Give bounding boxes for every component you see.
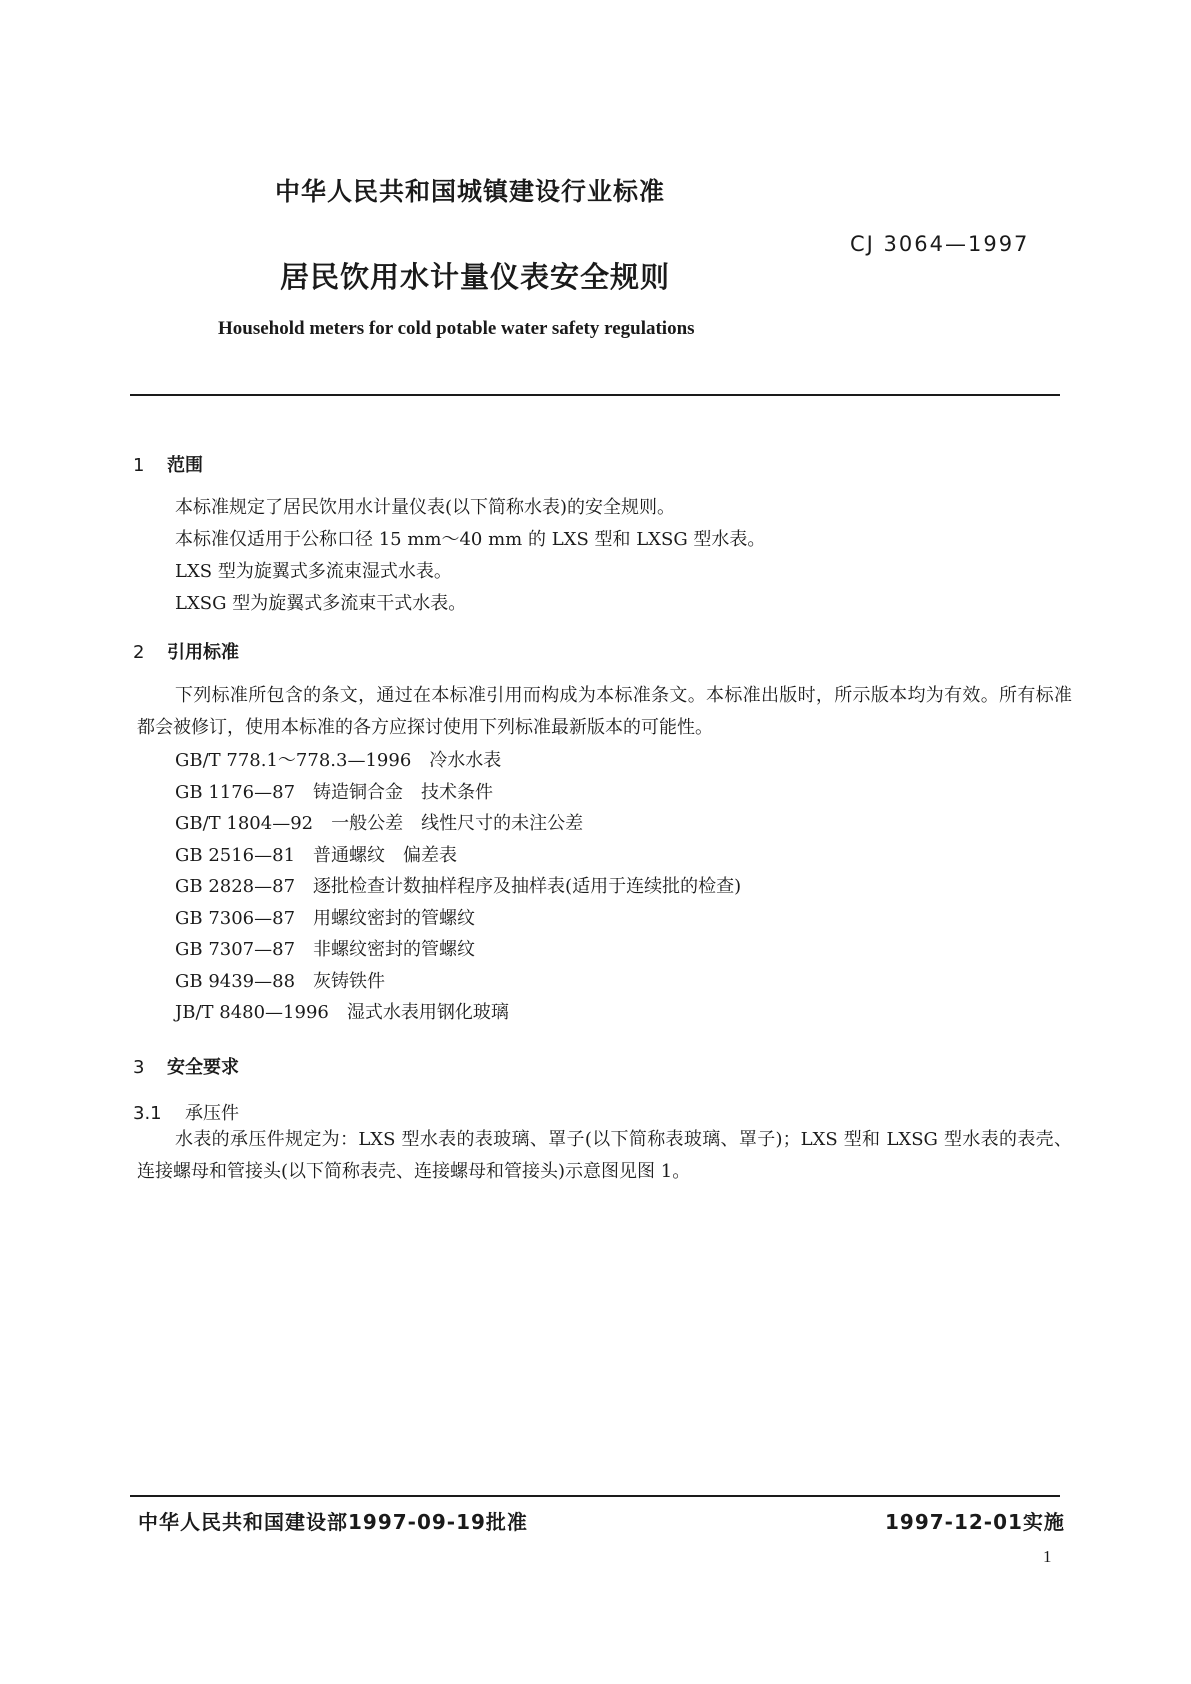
document-title-cn: 居民饮用水计量仪表安全规则 [280, 260, 671, 294]
section-3-heading [133, 1053, 239, 1079]
section-number: 1 [133, 455, 145, 476]
reference-item [175, 808, 741, 840]
reference-code: GB/T 1804—92 [175, 813, 314, 834]
reference-code: GB 7306—87 [175, 907, 296, 929]
reference-item [175, 934, 741, 966]
subsection-3-1-heading [133, 1099, 239, 1125]
standard-code: CJ 3064—1997 [850, 232, 1030, 256]
implementation-date: 1997-12-01实施 [885, 1510, 1065, 1534]
paragraph-line: 本标准仅适用于公称口径 15 mm～40 mm 的 LXS 型和 LXSG 型水表。 [175, 529, 766, 550]
reference-title: 用螺纹密封的管螺纹 [313, 907, 476, 929]
section-number: 3 [133, 1057, 145, 1078]
reference-item [175, 840, 741, 872]
reference-code: GB 7307—87 [175, 939, 296, 960]
section-2-heading [133, 638, 239, 664]
reference-code: GB 2516—81 [175, 844, 296, 866]
normative-references-list [175, 745, 741, 1029]
reference-item [175, 966, 741, 998]
reference-item [175, 903, 741, 935]
document-title-en: Household meters for cold potable water safety regulations [218, 318, 695, 339]
paragraph-line: 本标准规定了居民饮用水计量仪表(以下简称水表)的安全规则。 [175, 497, 676, 518]
section-title: 引用标准 [167, 642, 239, 663]
reference-title: 逐批检查计数抽样程序及抽样表(适用于连续批的检查) [313, 876, 742, 897]
reference-item [175, 871, 741, 903]
section-number: 2 [133, 642, 145, 663]
reference-code: JB/T 8480—1996 [175, 1002, 329, 1023]
section-title: 安全要求 [167, 1057, 239, 1078]
reference-item [175, 777, 741, 809]
subsection-3-1-body: 水表的承压件规定为：LXS 型水表的表玻璃、罩子(以下简称表玻璃、罩子)；LXS 型和 LXSG 型水表的表壳、连接螺母和管接头(以下简称表壳、连接螺母和管接头)示意图见图 1。 [137, 1129, 1072, 1182]
section-title: 范围 [167, 455, 203, 476]
reference-item [175, 997, 741, 1029]
section-1-heading [133, 451, 203, 477]
paragraph-line: LXS 型为旋翼式多流束湿式水表。 [175, 561, 452, 582]
reference-title: 一般公差 线性尺寸的未注公差 [331, 813, 584, 834]
section-1-body [175, 492, 765, 620]
page-number: 1 [1043, 1547, 1052, 1566]
reference-title: 普通螺纹 偏差表 [313, 844, 458, 866]
reference-title: 灰铸铁件 [313, 970, 386, 992]
subsection-number: 3.1 [133, 1103, 162, 1124]
reference-code: GB/T 778.1～778.3—1996 [175, 750, 412, 771]
section-2-intro: 下列标准所包含的条文，通过在本标准引用而构成为本标准条文。本标准出版时，所示版本均为有效。所有标准都会被修订，使用本标准的各方应探讨使用下列标准最新版本的可能性。 [137, 685, 1072, 738]
reference-title: 湿式水表用钢化玻璃 [346, 1002, 509, 1023]
reference-title: 铸造铜合金 技术条件 [313, 781, 494, 803]
reference-item [175, 745, 741, 777]
approval-statement: 中华人民共和国建设部1997-09-19批准 [138, 1510, 528, 1534]
issuing-body-title: 中华人民共和国城镇建设行业标准 [275, 177, 666, 206]
reference-title: 冷水水表 [429, 750, 502, 771]
reference-code: GB 9439—88 [175, 970, 296, 992]
footer-divider [130, 1495, 1060, 1497]
header-divider [130, 394, 1060, 396]
subsection-title: 承压件 [185, 1103, 239, 1124]
reference-code: GB 2828—87 [175, 876, 296, 897]
paragraph-line: LXSG 型为旋翼式多流束干式水表。 [175, 593, 467, 614]
reference-title: 非螺纹密封的管螺纹 [313, 939, 476, 960]
reference-code: GB 1176—87 [175, 781, 296, 803]
